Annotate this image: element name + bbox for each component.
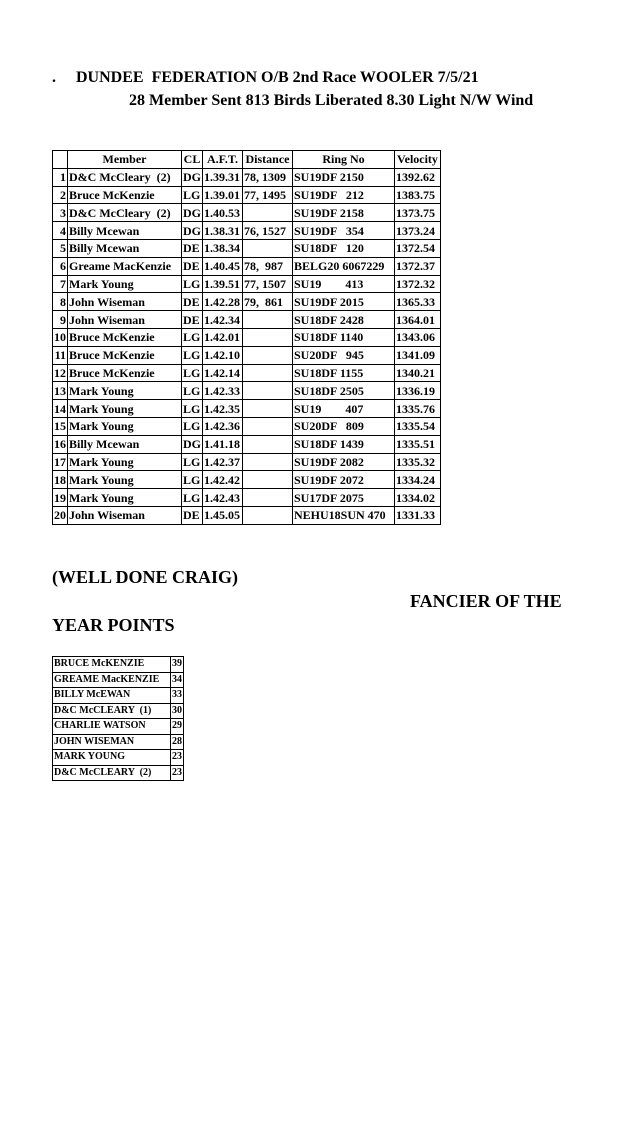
col-header-position xyxy=(53,151,68,169)
cell-position: 14 xyxy=(54,401,66,416)
cell-position: 17 xyxy=(54,454,66,469)
table-row xyxy=(53,471,441,489)
cell-member: Bruce McKenzie xyxy=(68,346,182,364)
cell-member: John Wiseman xyxy=(68,311,182,329)
table-row xyxy=(53,222,441,240)
cell-class: LG xyxy=(182,186,203,204)
cell-member: Billy Mcewan xyxy=(68,222,182,240)
cell-velocity: 1334.24 xyxy=(395,471,441,489)
points-row xyxy=(53,719,184,735)
cell-ring-no: SU18DF 120 xyxy=(293,239,395,257)
table-row xyxy=(53,311,441,329)
table-row xyxy=(53,293,441,311)
cell-position: 13 xyxy=(54,383,66,398)
points-value: 29 xyxy=(171,719,184,735)
cell-class: DE xyxy=(182,311,203,329)
table-row xyxy=(53,186,441,204)
cell-distance xyxy=(243,311,293,329)
cell-velocity: 1383.75 xyxy=(395,186,441,204)
cell-ring-no: SU19DF 212 xyxy=(293,186,395,204)
cell-velocity: 1336.19 xyxy=(395,382,441,400)
cell-class: LG xyxy=(182,471,203,489)
cell-member: Billy Mcewan xyxy=(68,239,182,257)
cell-aft: 1.42.14 xyxy=(203,364,243,382)
cell-position: 2 xyxy=(53,186,68,204)
cell-ring-no: SU19DF 354 xyxy=(293,222,395,240)
cell-distance: 76, 1527 xyxy=(243,222,293,240)
cell-distance xyxy=(243,239,293,257)
cell-position: 4 xyxy=(53,222,68,240)
cell-class: LG xyxy=(182,328,203,346)
cell-aft: 1.42.33 xyxy=(203,382,243,400)
cell-member: Greame MacKenzie xyxy=(68,257,182,275)
cell-aft: 1.42.10 xyxy=(203,346,243,364)
cell-ring-no: SU19DF 2072 xyxy=(293,471,395,489)
cell-position: 7 xyxy=(53,275,68,293)
points-row xyxy=(53,734,184,750)
cell-position: 16 xyxy=(54,437,66,452)
cell-position: 12 xyxy=(54,365,66,380)
cell-velocity: 1372.32 xyxy=(395,275,441,293)
col-header-ring-no: Ring No xyxy=(293,151,395,169)
cell-distance xyxy=(243,453,293,471)
fancier-name: GREAME MacKENZIE xyxy=(53,672,171,688)
cell-ring-no: SU19DF 2158 xyxy=(293,204,395,222)
cell-aft: 1.42.28 xyxy=(203,293,243,311)
table-row xyxy=(53,204,441,222)
cell-class: DG xyxy=(183,170,201,185)
cell-ring-no: BELG20 6067229 xyxy=(293,257,395,275)
table-row xyxy=(53,168,441,186)
col-header-aft: A.F.T. xyxy=(203,151,243,169)
cell-member: Mark Young xyxy=(68,471,182,489)
cell-member: D&C McCleary (2) xyxy=(68,204,182,222)
cell-velocity: 1334.02 xyxy=(395,489,441,507)
cell-position: 18 xyxy=(54,472,66,487)
cell-class: DG xyxy=(183,437,201,452)
points-table xyxy=(52,656,184,781)
cell-position: 15 xyxy=(54,419,66,434)
points-row xyxy=(53,672,184,688)
cell-distance xyxy=(243,435,293,453)
cell-ring-no: NEHU18SUN 470 xyxy=(293,506,395,524)
points-value: 23 xyxy=(171,750,184,766)
cell-ring-no: SU18DF 2505 xyxy=(293,382,395,400)
cell-distance xyxy=(243,328,293,346)
fancier-heading: FANCIER OF THE xyxy=(410,591,562,611)
cell-ring-no: SU17DF 2075 xyxy=(293,489,395,507)
cell-ring-no: SU20DF 945 xyxy=(293,346,395,364)
cell-class: DE xyxy=(182,293,203,311)
cell-position: 6 xyxy=(53,257,68,275)
cell-position: 1 xyxy=(53,168,68,186)
cell-aft: 1.42.01 xyxy=(203,328,243,346)
cell-aft: 1.40.45 xyxy=(203,257,243,275)
cell-aft: 1.39.31 xyxy=(203,168,243,186)
table-row xyxy=(53,364,441,382)
cell-position: 11 xyxy=(53,346,68,364)
fancier-name: MARK YOUNG xyxy=(53,750,171,766)
col-header-distance: Distance xyxy=(243,151,293,169)
cell-position: 3 xyxy=(53,204,68,222)
cell-distance xyxy=(243,471,293,489)
cell-distance xyxy=(243,204,293,222)
cell-distance: 79, 861 xyxy=(243,293,293,311)
fancier-name: CHARLIE WATSON xyxy=(53,719,171,735)
cell-distance xyxy=(243,400,293,418)
cell-aft: 1.42.37 xyxy=(203,453,243,471)
cell-ring-no: SU18DF 1140 xyxy=(293,328,395,346)
cell-ring-no: SU20DF 809 xyxy=(293,417,395,435)
points-row xyxy=(53,688,184,704)
table-row xyxy=(53,382,441,400)
points-value: 23 xyxy=(171,765,184,781)
table-row xyxy=(53,328,441,346)
cell-velocity: 1335.32 xyxy=(395,453,441,471)
cell-velocity: 1331.33 xyxy=(395,506,441,524)
cell-ring-no: SU18DF 2428 xyxy=(293,311,395,329)
cell-class: LG xyxy=(182,346,203,364)
points-row xyxy=(53,765,184,781)
cell-position: 9 xyxy=(53,311,68,329)
cell-member: Mark Young xyxy=(68,489,182,507)
cell-member: D&C McCleary (2) xyxy=(68,168,182,186)
cell-member: John Wiseman xyxy=(68,506,182,524)
points-value: 33 xyxy=(171,688,184,704)
cell-ring-no: SU19 407 xyxy=(293,400,395,418)
fancier-name: D&C McCLEARY (2) xyxy=(53,765,171,781)
col-header-member: Member xyxy=(68,151,182,169)
cell-aft: 1.42.43 xyxy=(203,489,243,507)
cell-class: LG xyxy=(182,275,203,293)
points-row xyxy=(53,657,184,673)
points-value: 39 xyxy=(171,657,184,673)
cell-member: Mark Young xyxy=(68,417,182,435)
col-header-class: CL xyxy=(182,151,203,169)
cell-velocity: 1392.62 xyxy=(395,168,441,186)
points-value: 30 xyxy=(171,703,184,719)
table-row xyxy=(53,239,441,257)
points-value: 34 xyxy=(171,672,184,688)
cell-aft: 1.40.53 xyxy=(203,204,243,222)
cell-distance xyxy=(243,506,293,524)
cell-aft: 1.42.34 xyxy=(203,311,243,329)
cell-class: DE xyxy=(182,257,203,275)
cell-ring-no: SU18DF 1155 xyxy=(293,364,395,382)
cell-distance: 78, 987 xyxy=(243,257,293,275)
cell-velocity: 1340.21 xyxy=(395,364,441,382)
col-header-velocity: Velocity xyxy=(395,151,441,169)
cell-ring-no: SU19DF 2015 xyxy=(293,293,395,311)
cell-ring-no: SU19DF 2150 xyxy=(293,168,395,186)
points-row xyxy=(53,750,184,766)
cell-class: DE xyxy=(182,506,203,524)
table-row xyxy=(53,275,441,293)
cell-position: 8 xyxy=(53,293,68,311)
cell-velocity: 1335.54 xyxy=(395,417,441,435)
table-row xyxy=(53,489,441,507)
cell-aft: 1.42.35 xyxy=(203,400,243,418)
points-row xyxy=(53,703,184,719)
cell-velocity: 1335.76 xyxy=(395,400,441,418)
cell-distance xyxy=(243,364,293,382)
cell-class: LG xyxy=(182,489,203,507)
table-row xyxy=(53,435,441,453)
cell-velocity: 1373.24 xyxy=(395,222,441,240)
cell-aft: 1.39.01 xyxy=(203,186,243,204)
cell-member: John Wiseman xyxy=(68,293,182,311)
cell-class: LG xyxy=(182,400,203,418)
cell-ring-no: SU19DF 2082 xyxy=(293,453,395,471)
cell-member: Bruce McKenzie xyxy=(68,328,182,346)
cell-aft: 1.38.34 xyxy=(203,239,243,257)
cell-class: DG xyxy=(183,223,201,238)
cell-distance xyxy=(243,382,293,400)
cell-class: DG xyxy=(183,205,201,220)
cell-velocity: 1372.54 xyxy=(395,239,441,257)
cell-velocity: 1335.51 xyxy=(395,435,441,453)
cell-position: 20 xyxy=(54,508,66,523)
table-row xyxy=(53,506,441,524)
cell-member: Billy Mcewan xyxy=(68,435,182,453)
table-row xyxy=(53,453,441,471)
cell-distance: 78, 1309 xyxy=(243,168,293,186)
cell-class: LG xyxy=(182,382,203,400)
cell-ring-no: SU19 413 xyxy=(293,275,395,293)
fancier-name: BRUCE McKENZIE xyxy=(53,657,171,673)
cell-velocity: 1373.75 xyxy=(395,204,441,222)
cell-velocity: 1364.01 xyxy=(395,311,441,329)
cell-position: 10 xyxy=(54,330,66,345)
cell-distance xyxy=(243,489,293,507)
cell-aft: 1.41.18 xyxy=(203,435,243,453)
cell-distance: 77, 1495 xyxy=(243,186,293,204)
cell-position: 19 xyxy=(54,490,66,505)
cell-velocity: 1372.37 xyxy=(395,257,441,275)
cell-distance xyxy=(243,417,293,435)
results-table xyxy=(52,150,441,525)
cell-velocity: 1343.06 xyxy=(395,328,441,346)
cell-aft: 1.42.36 xyxy=(203,417,243,435)
cell-member: Mark Young xyxy=(68,400,182,418)
cell-distance: 77, 1507 xyxy=(243,275,293,293)
cell-aft: 1.45.05 xyxy=(203,506,243,524)
race-subtitle: 28 Member Sent 813 Birds Liberated 8.30 Light N/W Wind xyxy=(129,92,534,109)
fancier-name: BILLY McEWAN xyxy=(53,688,171,704)
cell-member: Bruce McKenzie xyxy=(68,186,182,204)
cell-member: Mark Young xyxy=(68,382,182,400)
cell-member: Mark Young xyxy=(68,275,182,293)
cell-class: LG xyxy=(182,453,203,471)
year-points-heading: YEAR POINTS xyxy=(52,615,175,635)
cell-aft: 1.42.42 xyxy=(203,471,243,489)
cell-class: LG xyxy=(182,417,203,435)
cell-class: LG xyxy=(182,364,203,382)
cell-position: 5 xyxy=(53,239,68,257)
fancier-name: JOHN WISEMAN xyxy=(53,734,171,750)
cell-class: DE xyxy=(182,239,203,257)
cell-velocity: 1365.33 xyxy=(395,293,441,311)
table-row xyxy=(53,400,441,418)
well-done-note: (WELL DONE CRAIG) xyxy=(52,567,239,587)
race-title: . DUNDEE FEDERATION O/B 2nd Race WOOLER 7/5/21 xyxy=(52,69,479,86)
table-row xyxy=(53,346,441,364)
table-row xyxy=(53,257,441,275)
fancier-name: D&C McCLEARY (1) xyxy=(53,703,171,719)
cell-member: Bruce McKenzie xyxy=(68,364,182,382)
table-row xyxy=(53,417,441,435)
cell-velocity: 1341.09 xyxy=(395,346,441,364)
results-header-row xyxy=(53,151,441,169)
cell-ring-no: SU18DF 1439 xyxy=(293,435,395,453)
cell-aft: 1.39.51 xyxy=(203,275,243,293)
points-value: 28 xyxy=(171,734,184,750)
cell-distance xyxy=(243,346,293,364)
cell-member: Mark Young xyxy=(68,453,182,471)
cell-aft: 1.38.31 xyxy=(203,222,243,240)
